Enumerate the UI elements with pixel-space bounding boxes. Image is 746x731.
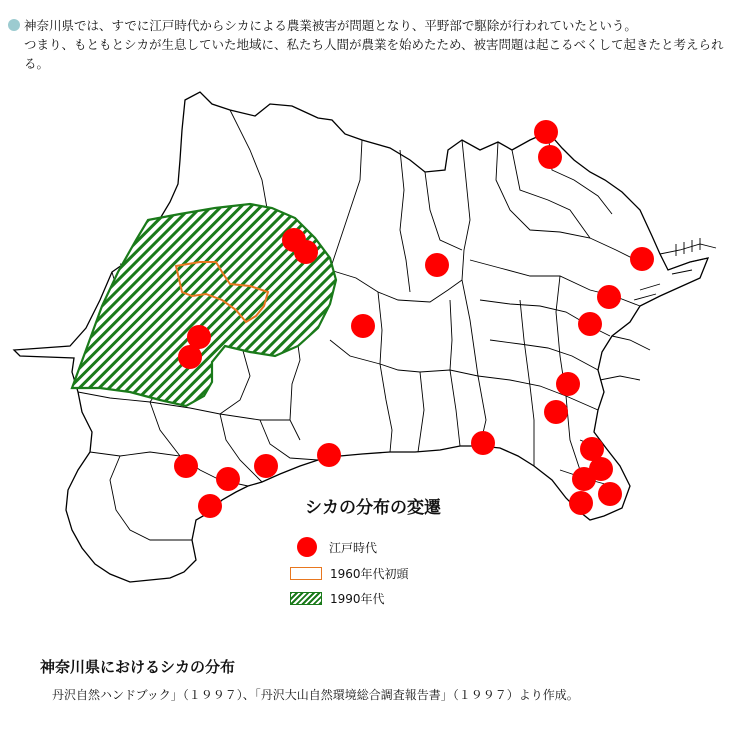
legend-label: 1990年代 — [330, 592, 385, 606]
edo-site — [174, 454, 198, 478]
edo-site — [578, 312, 602, 336]
legend-item-1990s — [290, 590, 385, 607]
legend-label: 1960年代初頭 — [330, 567, 409, 581]
edo-site — [569, 491, 593, 515]
edo-site — [216, 467, 240, 491]
intro-line-2: つまり、もともとシカが生息していた地域に、私たち人間が農業を始めたため、被害問題は起こるべくして起きたと考えられる。 — [24, 37, 724, 71]
legend-item-1960s — [290, 565, 409, 582]
edo-site — [572, 467, 596, 491]
intro-line-1: 神奈川県では、すでに江戸時代からシカによる農業被害が問題となり、平野部で駆除が行われていたという。 — [24, 18, 637, 33]
edo-site — [425, 253, 449, 277]
legend-item-edo — [290, 537, 377, 557]
red-dot-icon — [297, 537, 317, 557]
legend-label: 江戸時代 — [329, 540, 378, 555]
edo-site — [351, 314, 375, 338]
edo-site — [254, 454, 278, 478]
edo-site — [538, 145, 562, 169]
edo-site — [471, 431, 495, 455]
edo-site — [556, 372, 580, 396]
edo-site — [198, 494, 222, 518]
edo-site — [597, 285, 621, 309]
hatched-area-icon — [290, 592, 322, 605]
edo-site — [630, 247, 654, 271]
edo-site — [544, 400, 568, 424]
edo-site — [598, 482, 622, 506]
caption-source: 丹沢自然ハンドブック」（１９９７）、「丹沢大山自然環境総合調査報告書」（１９９７）より作成。 — [52, 688, 579, 702]
edo-site — [534, 120, 558, 144]
edo-site — [178, 345, 202, 369]
legend-title: シカの分布の変遷 — [305, 498, 441, 518]
orange-outline-icon — [290, 567, 322, 580]
caption-title: 神奈川県におけるシカの分布 — [40, 658, 236, 676]
edo-site — [294, 240, 318, 264]
edo-site — [317, 443, 341, 467]
